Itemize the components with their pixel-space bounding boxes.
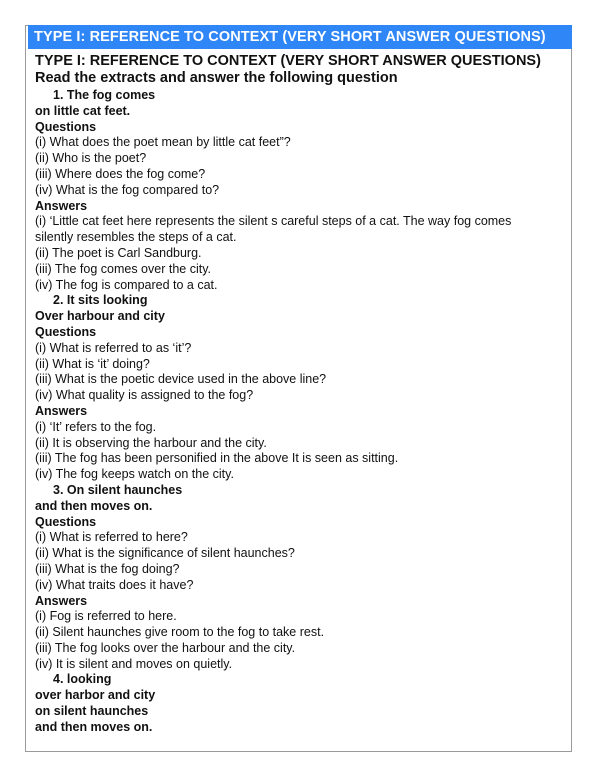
answer-item: (iv) The fog is compared to a cat. — [35, 277, 218, 292]
questions-heading: Questions — [35, 324, 97, 339]
answer-item: (i) ‘It’ refers to the fog. — [35, 419, 157, 434]
question-item: (i) What is referred to here? — [35, 530, 188, 545]
answer-item: (iii) The fog has been personified in the above It is seen as sitting. — [35, 451, 399, 466]
question-item: (ii) What is ‘it’ doing? — [35, 356, 150, 371]
answer-item: (ii) The poet is Carl Sandburg. — [35, 245, 202, 260]
extract-line: 1. The fog comes — [53, 88, 156, 102]
answer-item: (ii) It is observing the harbour and the city. — [35, 435, 267, 450]
answers-heading: Answers — [35, 593, 88, 608]
extract-lines — [35, 293, 565, 325]
answer-item: (ii) Silent haunches give room to the fog to take rest. — [35, 625, 325, 640]
page-banner: TYPE I: REFERENCE TO CONTEXT (VERY SHORT ANSWER QUESTIONS) — [28, 25, 572, 49]
sections-container — [35, 88, 565, 736]
answer-item: silently resembles the steps of a cat. — [35, 230, 237, 245]
answer-item: (i) Fog is referred to here. — [35, 609, 177, 624]
question-item: (iv) What quality is assigned to the fog? — [35, 388, 254, 403]
question-item: (iv) What is the fog compared to? — [35, 182, 220, 197]
question-item: (iii) Where does the fog come? — [35, 166, 206, 181]
extract-section — [35, 88, 565, 293]
extract-line: 2. It sits looking — [53, 293, 148, 308]
answer-item: (i) ‘Little cat feet here represents the silent s careful steps of a cat. The way fog comes — [35, 214, 512, 229]
answer-item: (iv) The fog keeps watch on the city. — [35, 467, 234, 482]
extract-lines — [35, 88, 565, 120]
extract-section — [35, 672, 565, 735]
document-body — [35, 52, 565, 736]
question-item: (i) What is referred to as ‘it’? — [35, 340, 192, 355]
extract-line: 3. On silent haunches — [53, 482, 183, 497]
answers-heading: Answers — [35, 403, 88, 418]
extract-line: on silent haunches — [35, 704, 149, 719]
extract-line: over harbor and city — [35, 688, 156, 703]
extract-line: and then moves on. — [35, 719, 153, 734]
question-item: (iii) What is the fog doing? — [35, 561, 180, 576]
question-item: (ii) Who is the poet? — [35, 151, 147, 166]
answer-item: (iv) It is silent and moves on quietly. — [35, 656, 233, 671]
questions-heading: Questions — [35, 119, 97, 134]
answer-item: (iii) The fog comes over the city. — [35, 261, 211, 276]
extract-line: Over harbour and city — [35, 309, 165, 324]
answers-heading: Answers — [35, 198, 88, 213]
questions-heading: Questions — [35, 514, 97, 529]
question-item: (iii) What is the poetic device used in the above line? — [35, 372, 327, 387]
page-title: TYPE I: REFERENCE TO CONTEXT (VERY SHORT ANSWER QUESTIONS) — [35, 53, 541, 69]
question-item: (i) What does the poet mean by little cat feet”? — [35, 135, 291, 150]
extract-lines — [35, 672, 565, 735]
answer-item: (iii) The fog looks over the harbour and the city. — [35, 640, 296, 655]
question-item: (iv) What traits does it have? — [35, 577, 194, 592]
question-item: (ii) What is the significance of silent haunches? — [35, 546, 295, 561]
extract-line: 4. looking — [53, 672, 112, 687]
extract-section — [35, 483, 565, 673]
extract-line: on little cat feet. — [35, 103, 131, 118]
extract-line: and then moves on. — [35, 498, 153, 513]
extract-section — [35, 293, 565, 483]
extract-lines — [35, 483, 565, 515]
instruction-text: Read the extracts and answer the following question — [35, 70, 398, 86]
